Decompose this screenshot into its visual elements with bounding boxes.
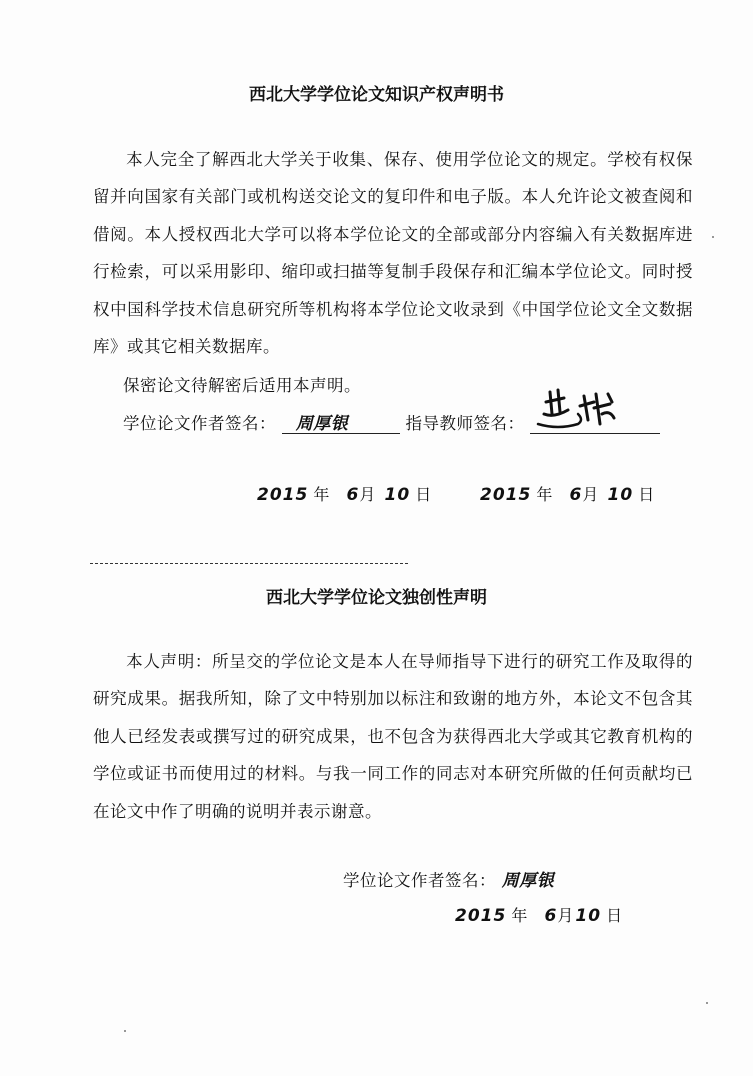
author-signature-line xyxy=(282,411,400,434)
scan-speck xyxy=(124,1030,126,1032)
secrecy-note: 保密论文待解密后适用本声明。 xyxy=(123,376,361,395)
ip-statement-body xyxy=(93,141,693,365)
author-signature-label-2: 学位论文作者签名： xyxy=(343,871,496,890)
ip-statement-text: 本人完全了解西北大学关于收集、保存、使用学位论文的规定。学校有权保留并向国家有关部门或机构送交论文的复印件和电子版。本人允许论文被查阅和借阅。本人授权西北大学可以将本学位论文的全部或部分内容编入有关数据库进行检索，可以采用影印、缩印或扫描等复制手段保存和汇编本学位论文。同时授权中国科学技术信息研究所等机构将本学位论文收录到《中国学位论文全文数据库》或其它相关数据库。 xyxy=(93,150,693,357)
ip-statement-title: 西北大学学位论文知识产权声明书 xyxy=(249,85,504,105)
advisor-signature-image xyxy=(528,384,628,434)
author-signature-row-2 xyxy=(343,866,554,891)
originality-statement-body xyxy=(93,643,693,830)
originality-statement-text: 本人声明：所呈交的学位论文是本人在导师指导下进行的研究工作及取得的研究成果。据我所知，除了文中特别加以标注和致谢的地方外，本论文不包含其他人已经发表或撰写过的研究成果，也不包含为获得西北大学或其它教育机构的学位或证书而使用过的材料。与我一同工作的同志对本研究所做的任何贡献均已在论文中作了明确的说明并表示谢意。 xyxy=(93,652,693,821)
advisor-signature-label: 指导教师签名： xyxy=(405,414,525,433)
author-date-1: 2015 年 6月 10 日 xyxy=(257,485,432,505)
author-signature-handwritten-2: 周厚银 xyxy=(501,871,555,891)
originality-statement-title: 西北大学学位论文独创性声明 xyxy=(266,588,487,608)
section-divider xyxy=(90,563,408,564)
author-signature-label: 学位论文作者签名： xyxy=(123,414,276,433)
scan-speck xyxy=(712,236,714,238)
scan-speck xyxy=(706,1002,708,1004)
author-date-2: 2015 年 6月 10 日 xyxy=(455,906,623,926)
advisor-date-1: 2015 年 6月 10 日 xyxy=(480,485,655,505)
author-signature-handwritten: 周厚银 xyxy=(295,414,349,434)
